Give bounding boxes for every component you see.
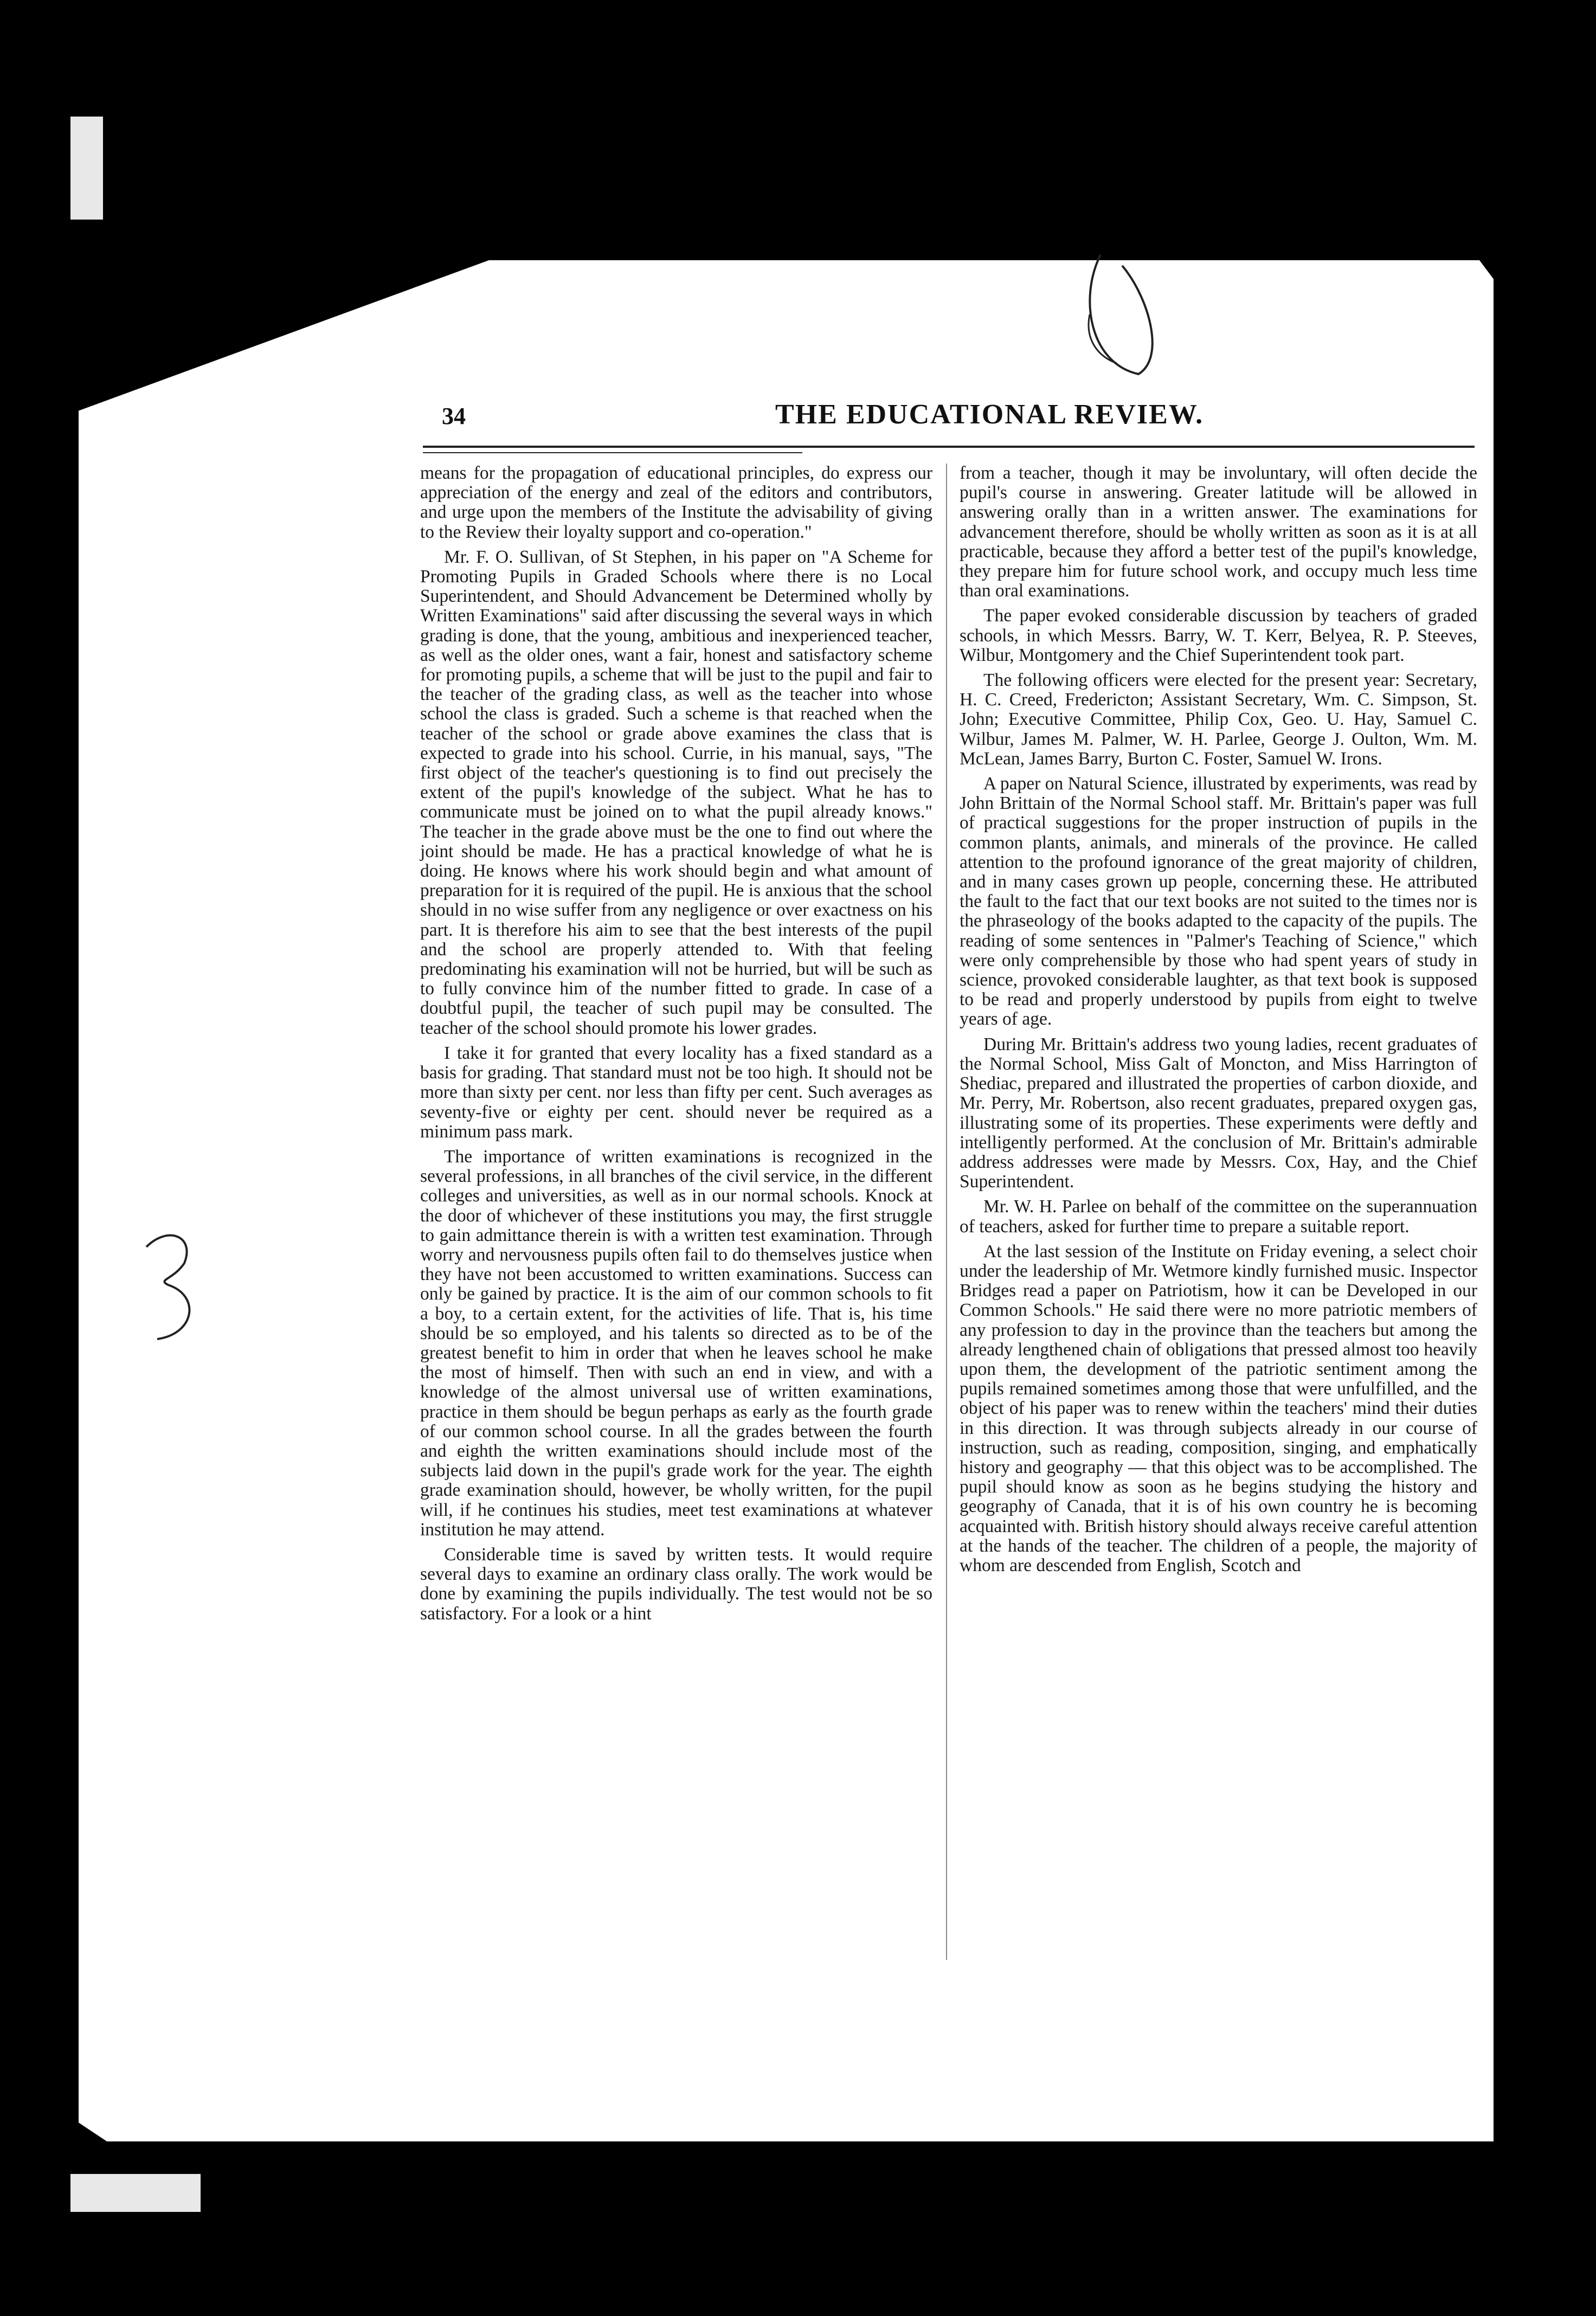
paragraph: means for the propagation of educational principles, do express our appreciation of the energy and zeal of the editors and contributors, and urge upon the members of the Institute the advisability of giving to the Review their loyalty support and co-operation."	[420, 463, 932, 542]
paragraph: The paper evoked considerable discussion by teachers of graded schools, in which Messrs. Barry, W. T. Kerr, Belyea, R. P. Steeves, Wilbur, Montgomery and the Chief Superintendent took part.	[960, 606, 1477, 665]
paragraph: The following officers were elected for the present year: Secretary, H. C. Creed, Fredericton; Assistant Secretary, Wm. C. Simpson, St. John; Executive Committee, Philip Cox, Geo. U. Hay, Samuel C. Wilbur, James M. Palmer, W. H. Parlee, George J. Oulton, Wm. M. McLean, James Barry, Burton C. Foster, Samuel W. Irons.	[960, 670, 1477, 769]
handwritten-mark-top	[1057, 233, 1176, 396]
right-column	[960, 464, 1477, 1965]
paragraph: I take it for granted that every locality has a fixed standard as a basis for grading. That standard must not be too high. It should not be more than sixty per cent. nor less than fifty per cent. Such averages as seventy-five or eighty per cent. should never be required as a minimum pass mark.	[420, 1043, 932, 1142]
scan-edge-fragment-bottom-left	[70, 2174, 201, 2212]
paragraph: Mr. F. O. Sullivan, of St Stephen, in his paper on "A Scheme for Promoting Pupils in Graded Schools where there is no Local Superintendent, and Should Advancement be Determined wholly by Written Examinations" said after discussing the several ways in which grading is done, that the young, ambitious and inexperienced teacher, as well as the older ones, want a fair, honest and satisfactory scheme for promoting pupils, a scheme that will be just to the pupil and fair to the teacher of the grading class, as well as the teacher into whose school the class is graded. Such a scheme is that reached when the teacher of the school or grade above examines the class that is expected to grade into his school. Currie, in his manual, says, "The first object of the teacher's questioning is to find out precisely the extent of the pupil's knowledge of the subject. What he has to communicate must be joined on to what the pupil already knows." The teacher in the grade above must be the one to find out where the joint should be made. He has a practical knowledge of what he is doing. He knows where his work should begin and what amount of preparation for it is required of the pupil. He is anxious that the school should in no wise suffer from any negligence or over exactness on his part. It is therefore his aim to see that the best interests of the pupil and the school are properly attended to. With that feeling predominating his examination will not be hurried, but will be such as to fully convince him of the number fitted to grade. In case of a doubtful pupil, the teacher of such pupil may be consulted. The teacher of the school should promote his lower grades.	[420, 546, 932, 1038]
left-column	[420, 464, 932, 1965]
page-number: 34	[442, 403, 466, 429]
paragraph: At the last session of the Institute on Friday evening, a select choir under the leadership of Mr. Wetmore kindly furnished music. Inspector Bridges read a paper on Patriotism, how it can be Developed in our Common Schools." He said there were no more patriotic members of any profession to day in the province than the teachers but among the already lengthened chain of obligations that pressed almost too heavily upon them, the development of the patriotic sentiment among the pupils remained sometimes among those that were unfulfilled, and the object of his paper was to renew within the teachers' mind their duties in this direction. It was through subjects already in our course of instruction, such as reading, composition, singing, and emphatically history and geography — that this object was to be accomplished. The pupil should know as soon as he begins studying the history and geography of Canada, that it is of his own country he is becoming acquainted with. British history should always receive careful attention at the hands of the teacher. The children of a people, the majority of whom are descended from English, Scotch and	[960, 1241, 1477, 1575]
paragraph: Mr. W. H. Parlee on behalf of the committee on the superannuation of teachers, asked for further time to prepare a suitable report.	[960, 1196, 1477, 1237]
paragraph: from a teacher, though it may be involuntary, will often decide the pupil's course in answering. Greater latitude will be allowed in answering orally than in a written answer. The examinations for advancement therefore, should be wholly written as soon as it is at all practicable, because they afford a better test of the pupil's knowledge, they prepare him for future school work, and occupy much less time than oral examinations.	[960, 463, 1477, 601]
paragraph: During Mr. Brittain's address two young ladies, recent graduates of the Normal School, Miss Galt of Moncton, and Miss Harrington of Shediac, prepared and illustrated the properties of carbon dioxide, and Mr. Perry, Mr. Robertson, also recent graduates, prepared oxygen gas, illustrating some of its properties. These experiments were deftly and intelligently performed. At the conclusion of Mr. Brittain's admirable address addresses were made by Messrs. Cox, Hay, and the Chief Superintendent.	[960, 1034, 1477, 1192]
scan-edge-fragment-top-left	[70, 117, 103, 220]
header-rule	[423, 446, 1475, 448]
running-head: THE EDUCATIONAL REVIEW.	[775, 399, 1204, 430]
paragraph: The importance of written examinations is recognized in the several professions, in all branches of the civil service, in the different colleges and universities, as well as in our normal schools. Knock at the door of whichever of these institutions you may, the first struggle to gain admittance therein is with a written test examination. Through worry and nervousness pupils often fail to do themselves justice when they have not been accustomed to written examinations. Success can only be gained by practice. It is the aim of our common schools to fit a boy, to a certain extent, for the activities of life. That is, his time should be so employed, and his talents so directed as to be of the greatest benefit to him in order that when he leaves school he make the most of himself. Then with such an end in view, and with a knowledge of the almost universal use of written examinations, practice in them should be begun perhaps as early as the fourth grade of our common school course. In all the grades between the fourth and eighth the written examinations should include most of the subjects laid down in the pupil's grade work for the year. The eighth grade examination should, however, be wholly written, for the pupil will, if he continues his studies, meet test examinations at whatever institution he may attend.	[420, 1146, 932, 1540]
paragraph: Considerable time is saved by written tests. It would require several days to examine an ordinary class orally. The work would be done by examining the pupils individually. The test would not be so satisfactory. For a look or a hint	[420, 1544, 932, 1624]
handwritten-mark-left-margin	[136, 1214, 222, 1355]
header-rule-thin	[423, 452, 802, 453]
paragraph: A paper on Natural Science, illustrated by experiments, was read by John Brittain of the Normal School staff. Mr. Brittain's paper was full of practical suggestions for the proper instruction of pupils in the common plants, animals, and minerals of the province. He called attention to the profound ignorance of the great majority of children, and in many cases grown up people, concerning these. He attributed the fault to the fact that our text books are not suited to the times nor is the phraseology of the books adapted to the capacity of the pupils. The reading of some sentences in "Palmer's Teaching of Science," which were only comprehensible by those who had spent years of study in science, provoked considerable laughter, as that text book is supposed to be read and properly understood by pupils from eight to twelve years of age.	[960, 774, 1477, 1030]
column-divider	[946, 464, 947, 1960]
